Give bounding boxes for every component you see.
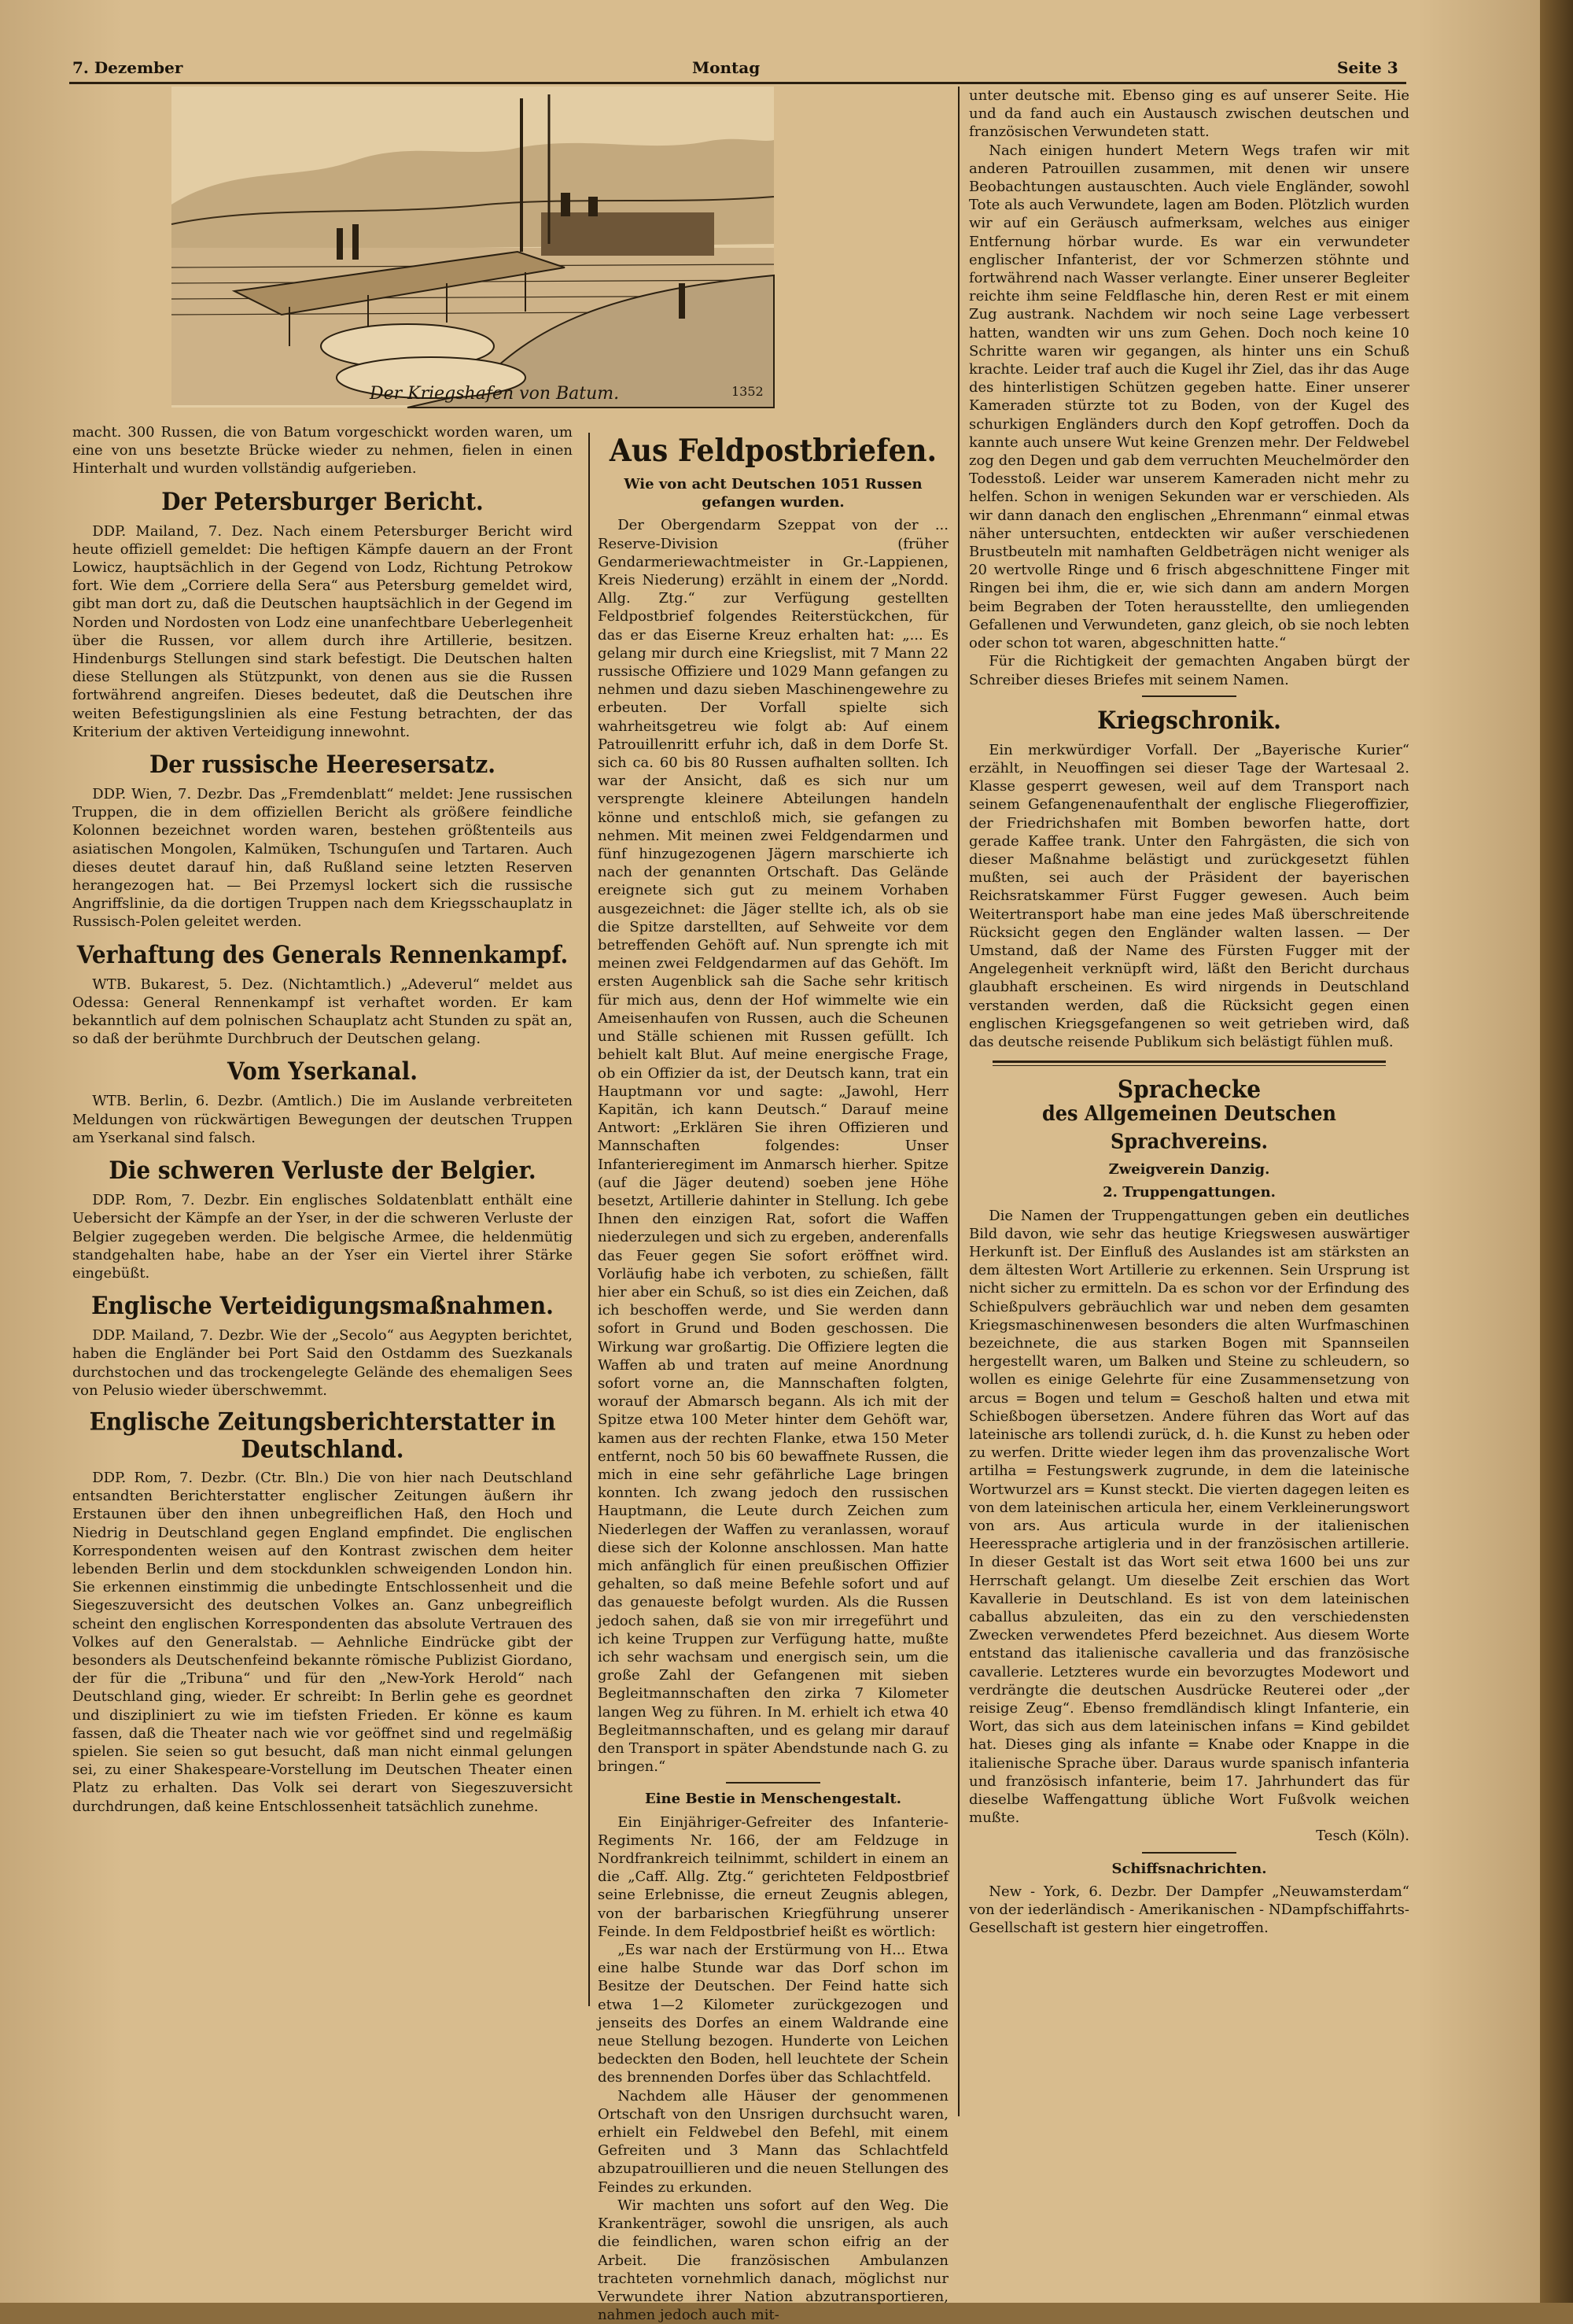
- harbor-drawing: [171, 87, 774, 408]
- article-text: DDP. Rom, 7. Dezbr. Ein englisches Soldatenblatt enthält eine Uebersicht der Kämpfe an der Yser, in der die schweren Verluste der Belgier zugegeben werden. Die belgische Armee, die heldenmütig standgehalten habe, habe an der Yser ein Viertel ihrer Stärke eingebüßt.: [72, 1192, 573, 1282]
- article-text: DDP. Mailand, 7. Dezbr. Wie der „Secolo“ aus Aegypten berichtet, haben die Engländer bei Port Said den Ostdamm des Suezkanals durchstochen und das trockengelegte Gelände des ehemaligen Sees von Pelusio wieder überschwemmt.: [72, 1327, 573, 1399]
- column-divider-1: [958, 87, 960, 2116]
- article-title: Verhaftung des Generals Rennenkampf.: [76, 939, 569, 969]
- binding-edge: [1540, 0, 1573, 2303]
- header-page: Seite 3: [1337, 58, 1398, 77]
- article-text: Nach einigen hundert Metern Wegs trafen wir mit anderen Patrouillen zusammen, mit denen wir unsere Beobachtungen austauschten. Auch viele Engländer, sowohl Tote als auch Verwundete, lagen am Boden. Plötzlich wurden wir auf ein Geräusch aufmerksam, welches aus einiger Entfernung hörbar wurde. Es war ein verwundeter englischer Infanterist, der vor Schmerzen stöhnte und fortwährend nach Wasser verlangte. Einer unserer Begleiter reichte ihm seine Feldflasche hin, deren Rest er mit einem Zug austrank. Nachdem wir noch seine Lage verbessert hatten, wandten wir uns zum Gehen. Doch noch keine 10 Schritte waren wir gegangen, als hinter uns ein Schuß krachte. Leider traf auch die Kugel ihr Ziel, das ihr das Auge des hinterlistigen Schützen gegeben hatte. Einer unserer Kameraden stürzte tot zu Boden, von der Kugel des schurkigen Engländers durch den Kopf getroffen. Doch da kannte auch unsere Wut keine Grenzen mehr. Der Feldwebel zog den Degen und gab dem verruchten Meuchelmörder den Todesstoß. Leider war unserem Kameraden nicht mehr zu helfen. Schon in wenigen Sekunden war er verschieden. Als wir dann danach den englischen „Ehrenmann“ einmal etwas näher untersuchten, entdeckten wir außer verschiedenen Brustbeuteln mit namhaften Geldbeträgen nicht weniger als 20 wertvolle Ringe und 6 frisch abgeschnittene Finger mit Ringen bei ihm, die er, wie sich dann am andern Morgen beim Begraben der Toten herausstellte, den umliegenden Gefallenen und Verwundeten, ganz gleich, ob sie noch lebten oder schon tot waren, abgeschnitten hatte.“: [969, 142, 1409, 652]
- article-title: Englische Verteidigungsmaßnahmen.: [91, 1291, 554, 1320]
- article-title: Der russische Heeresersatz.: [149, 750, 496, 779]
- header-date: 7. Dezember: [72, 58, 183, 77]
- article-text: Der Obergendarm Szeppat von der ... Reserve-Division (früher Gendarmeriewachtmeister in Gr.-Lappienen, Kreis Niederung) erzählt in einem der „Nordd. Allg. Ztg.“ zur Verfügung gestellten Feldpostbrief folgendes Reiterstückchen, für das er das Eiserne Kreuz erhalten hat: „... Es gelang mir durch eine Kriegslist, mit 7 Mann 22 russische Offiziere und 1029 Mann gefangen zu nehmen und dazu sieben Maschinengewehre zu erbeuten. Der Vorfall spielte sich wahrheitsgetreu wie folgt ab: Auf einem Patrouillenritt erfuhr ich, daß in dem Dorfe St. sich ca. 60 bis 80 Russen aufhalten sollten. Ich war der Ansicht, daß es sich nur um versprengte kleinere Abteilungen handeln könne und entschloß mich, sie gefangen zu nehmen. Mit meinen zwei Feldgendarmen und fünf hinzugezogenen Jägern marschierte ich nach der genannten Ortschaft. Das Gelände ereignete sich gut zu meinem Vorhaben ausgezeichnet: die Jäger stellte ich, als ob sie die Spitze darstellten, auf Sehweite vor dem betreffenden Gehöft auf. Nun sprengte ich mit meinen zwei Feldgendarmen auf das Gehöft. Im ersten Augenblick sah die Sache sehr kritisch für mich aus, denn der Hof wimmelte wie ein Ameisenhaufen von Russen, auch die Scheunen und Ställe schienen mit Russen gefüllt. Ich behielt kalt Blut. Auf meine energische Frage, ob ein Offizier da ist, der Deutsch kann, trat ein Hauptmann vor und sagte: „Jawohl, Herr Kapitän, ich kann Deutsch.“ Darauf meine Antwort: „Erklären Sie ihren Offizieren und Mannschaften folgendes: Unser Infanterieregiment im Anmarsch hierher. Spitze (auf die Jäger deutend) soeben jene Höhe besetzt, Artillerie dahinter in Stellung. Ich gebe Ihnen den einzigen Rat, sofort die Waffen niederzulegen und sich zu ergeben, anderenfalls das Feuer gegen Sie sofort eröffnet wird. Vorläufig habe ich verboten, zu schießen, fällt hier aber ein Schuß, so ist dies ein Zeichen, daß ich beschoffen werde, und Sie werden dann sofort in Grund und Boden geschossen. Die Wirkung war großartig. Die Offiziere legten die Waffen ab und traten auf meine Anordnung sofort vorne an, die Mannschaften folgten, worauf der Abmarsch begann. Als ich mit der Spitze etwa 100 Meter hinter dem Gehöft war, kamen aus der rechten Flanke, etwa 150 Meter entfernt, noch 50 bis 60 bewaffnete Russen, die mich in eine sehr gefährliche Lage bringen konnten. Ich zwang jedoch den russischen Hauptmann, die Leute durch Zeichen zum Niederlegen der Waffen zu veranlassen, worauf diese sich der Kolonne anschlossen. Man hatte mich anfänglich für einen preußischen Offizier gehalten, so daß meine Befehle sofort und auf das genaueste befolgt wurden. Als die Russen jedoch sahen, daß sie von mir irregeführt und ich keine Truppen zur Verfügung hatte, mußte ich sehr wachsam und energisch sein, um die große Zahl der Gefangenen mit sieben Begleitmannschaften den zirka 7 Kilometer langen Weg zu führen. In M. erhielt ich etwa 40 Begleitmannschaften, und es gelang mir darauf den Transport in später Abendstunde nach G. zu bringen.“: [598, 517, 949, 1776]
- section-rule: [993, 1061, 1386, 1066]
- article-text: WTB. Bukarest, 5. Dez. (Nichtamtlich.) „Adeverul“ meldet aus Odessa: General Rennenkampf ist verhaftet worden. Er kam bekanntlich auf dem polnischen Schauplatz acht Stunden zu spät an, so daß der berühmte Durchbruch der Deutschen gelang.: [72, 976, 573, 1048]
- article-title: Vom Yserkanal.: [227, 1057, 418, 1086]
- sprachecke-title: Sprachecke: [1117, 1075, 1262, 1104]
- article-title: Die schweren Verluste der Belgier.: [109, 1156, 536, 1185]
- article-text: Ein merkwürdiger Vorfall. Der „Bayerische Kurier“ erzählt, in Neuoffingen sei dieser Tage der Wartesaal 2. Klasse gesperrt gewesen, weil auf dem Transport nach seinem Gefangenenaufenthalt der englische Fliegeroffizier, der Friedrichshafen mit Bomben beworfen hatte, dort gerade Kaffee trank. Unter den Fahrgästen, die sich von dieser Maßnahme belästigt und zurückgesetzt fühlen mußten, sei auch der Präsident der bayerischen Reichsratskammer Fürst Fugger gewesen. Auch beim Weitertransport habe man eine jedes Maß überschreitende Rücksicht gegen den Engländer walten lassen. — Der Umstand, daß der Name des Fürsten Fugger mit der Angelegenheit verknüpft wird, läßt den Bericht durchaus glaubhaft erscheinen. Es wird nirgends in Deutschland verstanden werden, daß die Rücksicht gegen einen englischen Kriegsgefangenen so weit getrieben wird, daß das deutsche reisende Publikum sich belästigt fühlen muß.: [969, 741, 1409, 1050]
- column-3: [969, 87, 1409, 2108]
- article-text: Wir machten uns sofort auf den Weg. Die Krankenträger, sowohl die unsrigen, als auch die feindlichen, waren schon eifrig an der Arbeit. Die französischen Ambulanzen trachteten vornehmlich danach, möglichst nur Verwundete ihrer Nation abzutransportieren, nahmen jedoch auch mit-: [598, 2197, 949, 2324]
- article-text: DDP. Rom, 7. Dezbr. (Ctr. Bln.) Die von hier nach Deutschland entsandten Berichterstatter englischer Zeitungen äußern ihr Erstaunen über den ihnen unbegreiflichen Haß, den Hoch und Niedrig in Deutschland gegen England empfindet. Die englischen Korrespondenten weisen auf den Kontrast zwischen dem heiter lebenden Berlin und dem stockdunklen schweigenden London hin. Sie erkennen einstimmig die unbedingte Entschlossenheit und die Siegeszuversicht des deutschen Volkes an. Ganz unbegreiflich scheint den englischen Korrespondenten das absolute Vertrauen des Volkes auf den Generalstab. — Aehnliche Eindrücke gibt der besonders als Deutschenfeind bekannte römische Publizist Giordano, der für die „Tribuna“ und für den „New-York Herold“ nach Deutschland ging, wieder. Er schreibt: In Berlin gehe es geordnet und diszipliniert zu wie im tiefsten Frieden. Er könne es kaum fassen, daß die Theater nach wie vor geöffnet sind und regelmäßig spielen. Sie seien so gut besucht, daß man nicht einmal gelungen sei, zu einer Shakespeare-Vorstellung im Deutschen Theater einen Platz zu erhalten. Das Volk sei derart von Siegeszuversicht durchdrungen, daß keine Entschlossenheit tatsächlich zunehme.: [72, 1469, 573, 1815]
- sprachecke-subtitle: des Allgemeinen Deutschen Sprachvereins.: [1041, 1101, 1337, 1154]
- column-1: [72, 423, 573, 2107]
- article-text: WTB. Berlin, 6. Dezbr. (Amtlich.) Die im Auslande verbreiteten Meldungen von rückwärtigen Bewegungen der deutschen Truppen am Yserkanal sind falsch.: [72, 1093, 573, 1146]
- col1-intro: macht. 300 Russen, die von Batum vorgeschickt worden waren, um eine von uns besetzte Brücke wieder zu nehmen, fielen in einen Hinterhalt und wurden vollständig aufgerieben.: [72, 424, 573, 478]
- article-subtitle: Eine Bestie in Menschengestalt.: [645, 1791, 901, 1808]
- article-title: Aus Feldpostbriefen.: [609, 432, 938, 470]
- separator: [1142, 695, 1236, 697]
- article-subtitle: Wie von acht Deutschen 1051 Russen gefangen wurden.: [624, 476, 923, 511]
- separator: [726, 1782, 820, 1784]
- article-text: Für die Richtigkeit der gemachten Angaben bürgt der Schreiber dieses Briefes mit seinem Namen.: [969, 653, 1409, 688]
- sprachecke-topic: 2. Truppengattungen.: [1103, 1184, 1276, 1201]
- header-day: Montag: [692, 58, 761, 77]
- article-text: DDP. Wien, 7. Dezbr. Das „Fremdenblatt“ meldet: Jene russischen Truppen, die in dem offiziellen Bericht als größere feindliche Kolonnen bezeichnet worden waren, bestehen größtenteils aus asiatischen Mongolen, Kalmüken, Tschunguſen und Tartaren. Auch dieses deutet darauf hin, daß Rußland seine letzten Reserven herangezogen hat. — Bei Przemysl lockert sich die russische Angriffslinie, da die dortigen Truppen nach dem Kriegsschauplatz in Russisch-Polen geleitet werden.: [72, 786, 573, 931]
- illustration-stamp: 1352: [731, 384, 764, 399]
- article-title: Englische Zeitungsberichterstatter in Deutschland.: [89, 1407, 556, 1464]
- article-text: unter deutsche mit. Ebenso ging es auf unserer Seite. Hie und da fand auch ein Austausch zwischen deutschen und französischen Verwundeten statt.: [969, 87, 1409, 141]
- column-divider-2: [588, 433, 590, 2006]
- article-text: DDP. Mailand, 7. Dez. Nach einem Petersburger Bericht wird heute offiziell gemeldet: Die heftigen Kämpfe dauern an der Front Lowicz, hauptsächlich in der Gegend von Lodz, Richtung Petrokow fort. Wie dem „Corriere della Sera“ aus Petersburg gemeldet wird, gibt man dort zu, daß die Deutschen hauptsächlich in der Gegend im Norden und Nordosten von Lodz eine unanfechtbare Ueberlegenheit über die Russen, vor allem durch ihre Artillerie, besitzen. Hindenburgs Stellungen sind stark befestigt. Die Deutschen halten diese Stellungen als Stützpunkt, von denen aus sie die Russen fortwährend angreifen. Dieses bedeutet, daß die Deutschen ihre weiten Befestigungslinien als eine Festung betrachten, der das Kriterium der aktiven Verteidigung innewohnt.: [72, 522, 573, 740]
- column-2: [598, 423, 949, 2324]
- article-text: Nachdem alle Häuser der genommenen Ortschaft von den Unsrigen durchsucht waren, erhielt ein Feldwebel den Befehl, mit einem Gefreiten und 3 Mann das Schlachtfeld abzupatrouillieren und die neuen Stellungen des Feindes zu erkunden.: [598, 2087, 949, 2196]
- article-text: New - York, 6. Dezbr. Der Dampfer „Neuwamsterdam“ von der iederländisch - Amerikanischen - NDampfschiffahrts-Gesellschaft ist gestern hier eingetroffen.: [969, 1883, 1409, 1937]
- article-title: Kriegschronik.: [1097, 706, 1281, 735]
- separator: [1142, 1852, 1236, 1854]
- article-text: „Es war nach der Erstürmung von H... Etwa eine halbe Stunde war das Dorf schon im Besitze der Deutschen. Der Feind hatte sich etwa 1—2 Kilometer zurückgezogen und jenseits des Dorfes an einem Waldrande eine neue Stellung bezogen. Hunderte von Leichen bedeckten den Boden, hell leuchtete der Schein des brennenden Dorfes über das Schlachtfeld.: [598, 1942, 949, 2086]
- sprachecke-branch: Zweigverein Danzig.: [1108, 1161, 1270, 1179]
- header-rule: [69, 82, 1406, 84]
- article-text: Ein Einjähriger-Gefreiter des Infanterie-Regiments Nr. 166, der am Feldzuge in Nordfrankreich teilnimmt, schildert in einem an die „Caff. Allg. Ztg.“ gerichteten Feldpostbrief seine Erlebnisse, die erneut Zeugnis ablegen, von der barbarischen Kriegführung unserer Feinde. In dem Feldpostbrief heißt es wörtlich:: [598, 1813, 949, 1940]
- harbor-illustration: [171, 87, 774, 408]
- article-title: Der Petersburger Bericht.: [161, 486, 484, 516]
- article-subtitle: Schiffsnachrichten.: [1111, 1860, 1267, 1877]
- article-signature: Tesch (Köln).: [1316, 1828, 1409, 1845]
- article-text: Die Namen der Truppengattungen geben ein deutliches Bild davon, wie sehr das heutige Kriegswesen auswärtiger Herkunft ist. Der Einfluß des Auslandes ist am stärksten an dem ältesten Wort Artillerie zu erkennen. Sein Ursprung ist nicht sicher zu ermitteln. Da es schon vor der Erfindung des Schießpulvers gebräuchlich war und neben dem gesamten Kriegsmaschinenwesen besonders die alten Wurfmaschinen bezeichnete, die aus starken Bogen mit Spannseilen hergestellt waren, um Balken und Steine zu schleudern, so wollen es einige Gelehrte für eine Zusammensetzung von arcus = Bogen und telum = Geschoß halten und etwa mit Schießbogen übersetzen. Andere führen das Wort auf das lateinische ars tollendi zurück, d. h. die Kunst zu heben oder zu werfen. Dritte wieder legen ihm das provenzalische Wort artilha = Festungswerk zugrunde, in dem die lateinische Wortwurzel ars = Kunst steckt. Die vierten dagegen leiten es von dem lateinischen articula her, einem Verkleinerungswort von ars. Aus articula wurde in der italienischen Heeressprache artigleria und in der französischen artillerie. In dieser Gestalt ist das Wort seit etwa 1600 bei uns zur Herrschaft gelangt. Um dieselbe Zeit erschien das Wort Kavallerie in Deutschland. Es ist von dem lateinischen caballus abzuleiten, das ein zu den verschiedensten Zwecken verwendetes Pferd bezeichnet. Aus diesem Worte entstand das italienische cavalleria und das französische cavallerie. Letzteres wurde ein bevorzugtes Modewort und verdrängte die deutschen Ausdrücke Reuterei oder „der reisige Zeug“. Ebenso fremdländisch klingt Infanterie, ein Wort, das sich aus dem lateinischen infans = Kind gebildet hat. Dieses ging als infante = Knabe oder Knappe in die italienische Sprache über. Daraus wurde spanisch infanteria und französisch infanterie, beim 17. Jahrhundert das für dieselbe Waffengattung übliche Wort Fußvolk weichen mußte.: [969, 1207, 1409, 1827]
- illustration-caption: Der Kriegshafen von Batum.: [370, 384, 620, 404]
